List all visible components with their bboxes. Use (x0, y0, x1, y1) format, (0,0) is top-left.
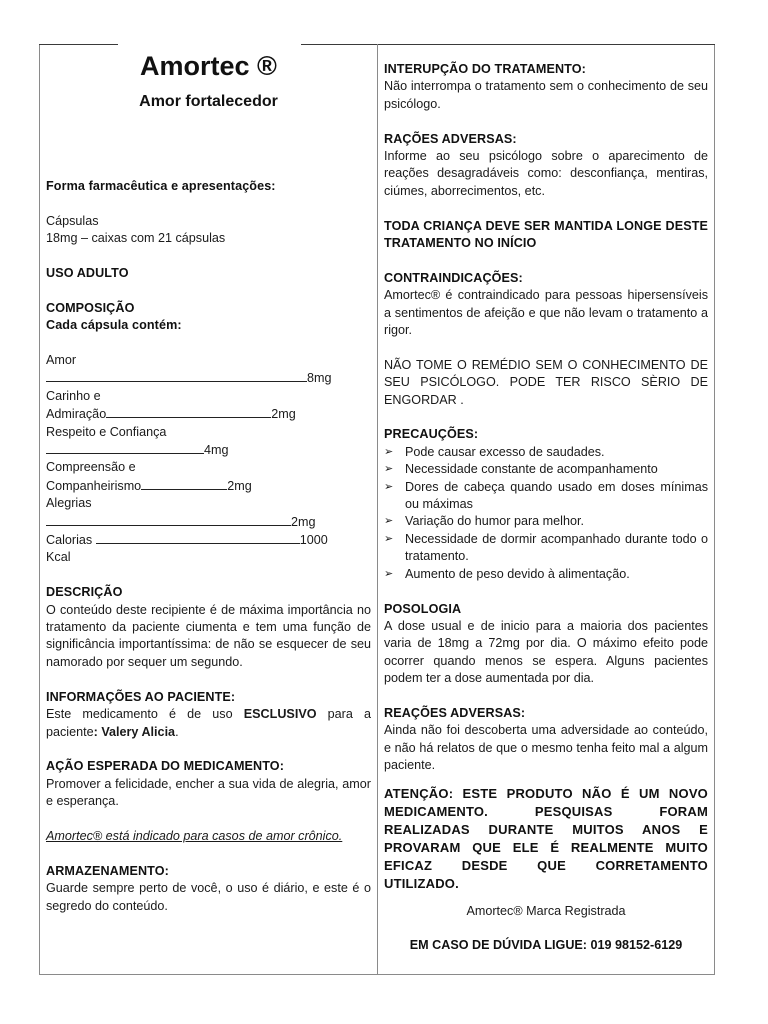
armazenamento-heading: ARMAZENAMENTO: (46, 863, 169, 878)
composition-unit: Kcal (46, 550, 71, 565)
patient-name: : Valery Alicia (93, 724, 176, 739)
composition-item (46, 495, 371, 531)
reacoes-text: Ainda não foi descoberta uma adversidade ao conteúdo, e não há relatos de que o mesmo tenha feito mal a algum paciente. (384, 723, 708, 773)
precaucao-item (384, 461, 708, 478)
arrow-bullet-icon: ➢ (384, 445, 394, 458)
precaucao-text: Aumento de peso devido à alimentação. (405, 566, 630, 581)
acao-heading: AÇÃO ESPERADA DO MEDICAMENTO: (46, 759, 284, 774)
composition-label-cont: Admiração (46, 407, 107, 422)
composicao-heading: COMPOSIÇÃO (46, 300, 135, 315)
precaucoes-heading: PRECAUÇÕES: (384, 427, 479, 442)
interrupcao-text: Não interrompa o tratamento sem o conhecimento de seu psicólogo. (384, 79, 708, 111)
section-forma (46, 178, 371, 248)
trademark-note: Amortec® Marca Registrada (466, 903, 626, 918)
exclusive-emphasis: ESCLUSIVO (243, 707, 317, 722)
composition-item (46, 424, 371, 460)
composition-item (46, 531, 371, 567)
informacoes-text-part: para a paciente (46, 707, 371, 739)
composition-value: 2mg (227, 478, 252, 493)
composition-value: 2mg (271, 407, 296, 422)
descricao-heading: DESCRIÇÃO (46, 585, 123, 600)
precaucoes-list (384, 444, 708, 583)
arrow-bullet-icon: ➢ (384, 480, 394, 493)
precaucao-item (384, 479, 708, 514)
contact-phone: EM CASO DE DÚVIDA LIGUE: 019 98152-6129 (409, 938, 683, 953)
precaucao-text: Variação do humor para melhor. (405, 514, 584, 529)
composition-label-cont: Companheirismo (46, 478, 142, 493)
precaucao-item (384, 444, 708, 461)
composition-value: 8mg (307, 371, 332, 386)
section-interrupcao (384, 61, 708, 113)
armazenamento-text: Guarde sempre perto de você, o uso é diário, e este é o segredo do conteúdo. (46, 881, 371, 913)
section-contraindicacoes (384, 270, 708, 340)
precaucao-item (384, 566, 708, 583)
uso-adulto-label: USO ADULTO (46, 266, 129, 280)
racoes-heading: RAÇÕES ADVERSAS: (384, 131, 517, 146)
informacoes-text-part: Este medicamento é de uso (46, 707, 244, 722)
composition-label: Calorias (46, 533, 93, 548)
composition-item (46, 352, 371, 388)
precaucao-item (384, 513, 708, 530)
precaucao-text: Dores de cabeça quando usado em doses mínimas ou máximas (405, 479, 708, 512)
precaucao-text: Pode causar excesso de saudades. (405, 444, 605, 459)
product-title: Amortec ® (140, 51, 277, 81)
composition-item (46, 459, 371, 495)
posologia-heading: POSOLOGIA (384, 601, 462, 616)
section-acao (46, 758, 371, 810)
section-composicao (46, 300, 371, 567)
contraindicacoes-heading: CONTRAINDICAÇÕES: (384, 270, 523, 285)
atencao-notice: ATENÇÃO: ESTE PRODUTO NÃO É UM NOVO MEDICAMENTO. PESQUISAS FORAM REALIZADAS DURANTE MUITOS ANOS E PROVARAM QUE ELE É REALMENTE MUITO EFICAZ DESDE QUE CORRETAMENTO UTILIZADO. (384, 785, 708, 891)
informacoes-text-part: . (175, 724, 179, 739)
racoes-text: Informe ao seu psicólogo sobre o aparecimento de reações desagradáveis como: desconfiança, mentiras, ciúmes, aborrecimentos, etc. (384, 149, 708, 198)
composition-value: 4mg (204, 443, 229, 458)
descricao-text: O conteúdo deste recipiente é de máxima importância no tratamento da paciente ciumenta e tem uma função de significância importantíssima: de não se esquecer de seu namorado por sequer um segundo. (46, 602, 371, 669)
section-precaucoes (384, 426, 708, 583)
precaucao-text: Necessidade de dormir acompanhado durante todo o tratamento. (405, 531, 708, 564)
interrupcao-heading: INTERUPÇÃO DO TRATAMENTO: (384, 62, 586, 76)
arrow-bullet-icon: ➢ (384, 532, 394, 545)
crianca-warning: TODA CRIANÇA DEVE SER MANTIDA LONGE DESTE TRATAMENTO NO INÍCIO (384, 218, 708, 251)
acao-text: Promover a felicidade, encher a sua vida de alegria, amor e esperança. (46, 776, 371, 809)
indicacao-text: Amortec® está indicado para casos de amor crônico. (46, 828, 343, 843)
remedio-warning: NÃO TOME O REMÉDIO SEM O CONHECIMENTO DE SEU PSICÓLOGO. PODE TER RISCO SÈRIO DE ENGORDAR . (384, 357, 708, 407)
section-armazenamento (46, 863, 371, 915)
forma-line: Cápsulas (46, 213, 99, 228)
informacoes-text (46, 706, 371, 741)
product-subtitle: Amor fortalecedor (139, 93, 278, 110)
forma-line: 18mg – caixas com 21 cápsulas (46, 231, 226, 246)
section-posologia (384, 601, 708, 688)
contraindicacoes-text: Amortec® é contraindicado para pessoas hipersensíveis a sentimentos de afeição e que não levam o tratamento a rigor. (384, 288, 708, 338)
composition-label: Amor (46, 353, 77, 367)
composition-item (46, 388, 371, 424)
composition-label: Respeito e Confiança (46, 424, 167, 439)
arrow-bullet-icon: ➢ (384, 463, 394, 476)
precaucao-item (384, 531, 708, 566)
arrow-bullet-icon: ➢ (384, 567, 394, 580)
posologia-text: A dose usual e de inicio para a maioria dos pacientes varia de 18mg a 72mg por dia. O máximo efeito pode ocorrer quando menos se espera. Alguns pacientes podem ter a dose aumentada por dia. (384, 618, 708, 686)
forma-heading: Forma farmacêutica e apresentações: (46, 179, 276, 193)
composicao-subheading: Cada cápsula contém: (46, 318, 182, 333)
composition-label: Compreensão e (46, 460, 136, 475)
reacoes-heading: REAÇÕES ADVERSAS: (384, 705, 526, 720)
left-column (46, 44, 371, 915)
section-racoes (384, 131, 708, 201)
composition-label: Carinho e (46, 388, 101, 403)
section-descricao (46, 584, 371, 671)
composition-label: Alegrias (46, 496, 92, 511)
precaucao-text: Necessidade constante de acompanhamento (405, 462, 658, 477)
column-divider (377, 44, 378, 975)
informacoes-heading: INFORMAÇÕES AO PACIENTE: (46, 689, 236, 704)
section-reacoes (384, 705, 708, 775)
right-column (384, 44, 708, 955)
section-informacoes (46, 689, 371, 741)
composition-value: 1000 (299, 533, 328, 548)
arrow-bullet-icon: ➢ (384, 515, 394, 528)
composition-value: 2mg (291, 514, 316, 529)
